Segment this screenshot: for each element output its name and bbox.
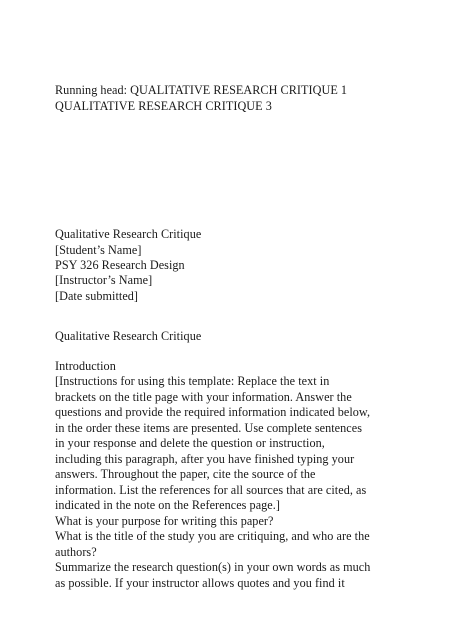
instructor-name: [Instructor’s Name] <box>55 273 153 287</box>
page-head: QUALITATIVE RESEARCH CRITIQUE 3 <box>55 99 272 113</box>
body-line: [Instructions for using this template: Replace the text in <box>55 374 330 388</box>
question-title-authors: What is the title of the study you are critiquing, and who are the <box>55 529 370 543</box>
introduction-heading: Introduction <box>55 359 116 373</box>
body-line: authors? <box>55 545 97 559</box>
instruction-summarize: Summarize the research question(s) in your own words as much <box>55 560 371 574</box>
student-name: [Student’s Name] <box>55 243 142 257</box>
body-line: information. List the references for all sources that are cited, as <box>55 483 367 497</box>
running-head: Running head: QUALITATIVE RESEARCH CRITIQUE 1 <box>55 83 348 97</box>
title-page-title: Qualitative Research Critique <box>55 227 202 241</box>
body-title: Qualitative Research Critique <box>55 329 202 343</box>
body-line: in the order these items are presented. Use complete sentences <box>55 421 362 435</box>
body-line: questions and provide the required information indicated below, <box>55 405 371 419</box>
body-line: including this paragraph, after you have finished typing your <box>55 452 355 466</box>
body-line: as possible. If your instructor allows quotes and you find it <box>55 576 345 590</box>
body-line: in your response and delete the question or instruction, <box>55 436 325 450</box>
course-name: PSY 326 Research Design <box>55 258 185 272</box>
question-purpose: What is your purpose for writing this paper? <box>55 514 274 528</box>
body-line: answers. Throughout the paper, cite the source of the <box>55 467 316 481</box>
body-line: indicated in the note on the References page.] <box>55 498 280 512</box>
body-line: brackets on the title page with your information. Answer the <box>55 390 352 404</box>
date-submitted: [Date submitted] <box>55 289 139 303</box>
